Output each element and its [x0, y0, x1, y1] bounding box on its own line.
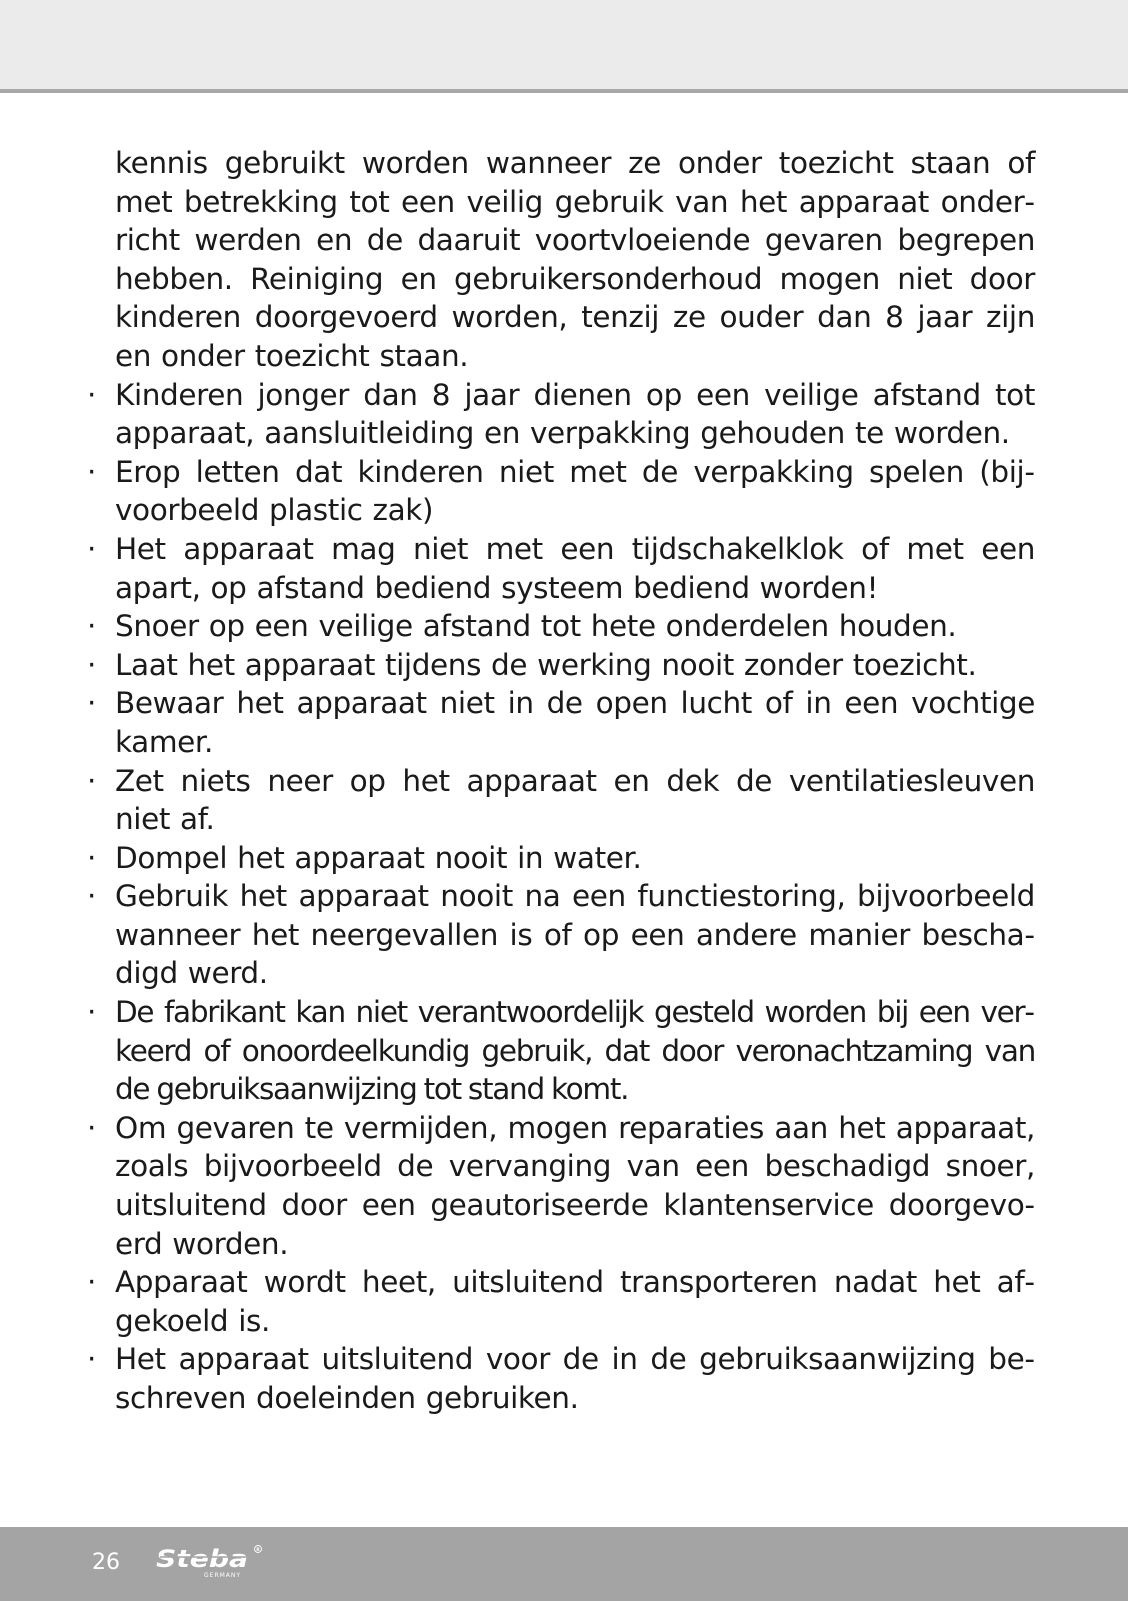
list-item: [85, 993, 1035, 1109]
list-item: [85, 877, 1035, 993]
bullet-marker: ·: [87, 1342, 97, 1377]
list-item-text: Zet niets neer op het apparaat en dek de ventilatiesleuven niet af.: [115, 763, 1035, 837]
list-item-text: Het apparaat uitsluitend voor de in de gebruiksaanwijzing beschreven doeleinden gebruiken.: [115, 1342, 1035, 1415]
list-item: [85, 839, 1035, 878]
header-band: [0, 0, 1128, 93]
footer-band: [0, 1527, 1128, 1601]
list-item: [85, 646, 1035, 685]
bullet-marker: ·: [87, 609, 97, 644]
bullet-marker: ·: [87, 763, 97, 798]
list-item-text: Gebruik het apparaat nooit na een functiestoring, bijvoorbeeld wanneer het neergevallen is of op een andere manier beschadigd werd.: [115, 879, 1035, 991]
bullet-marker: ·: [87, 647, 97, 682]
list-item: [85, 684, 1035, 761]
list-item: [85, 1263, 1035, 1340]
list-item: [85, 607, 1035, 646]
bullet-marker: ·: [87, 531, 97, 566]
list-item: [85, 1109, 1035, 1263]
bullet-marker: ·: [87, 1265, 97, 1300]
list-item-text: Dompel het apparaat nooit in water.: [115, 840, 642, 875]
list-item-text: Bewaar het apparaat niet in de open lucht of in een vochtige kamer.: [115, 686, 1035, 759]
list-item-text: Apparaat wordt heet, uitsluitend transporteren nadat het afgekoeld is.: [115, 1265, 1035, 1338]
brand-wordmark: Steba: [156, 1545, 248, 1573]
bullet-marker: ·: [87, 840, 97, 875]
list-item-text: Erop letten dat kinderen niet met de verpakking spelen (bijvoorbeeld plastic zak): [115, 454, 1035, 528]
list-item-text: Snoer op een veilige afstand tot hete onderdelen houden.: [115, 609, 957, 644]
page-number: 26: [92, 1550, 120, 1575]
list-item-text: Laat het apparaat tijdens de werking nooit zonder toezicht.: [115, 647, 977, 682]
bullet-marker: ·: [87, 1110, 97, 1145]
steba-logo: [154, 1541, 270, 1581]
bullet-marker: ·: [87, 377, 97, 412]
bullet-marker: ·: [87, 686, 97, 721]
registered-letter: R: [256, 1548, 260, 1553]
list-item-text: De fabrikant kan niet verantwoordelijk gesteld worden bij een verkeerd of onoordeelkundig gebruik, dat door veronachtzaming van de gebruiksaanwijzing tot stand komt.: [115, 995, 1035, 1107]
list-item-text: Kinderen jonger dan 8 jaar dienen op een veilige afstand tot apparaat, aansluitleiding en verpakking gehouden te worden.: [115, 377, 1035, 451]
bullet-marker: ·: [87, 995, 97, 1030]
page-content: [85, 144, 1035, 1418]
list-item: [85, 453, 1035, 530]
list-item: [85, 1340, 1035, 1417]
bullet-marker: ·: [87, 879, 97, 914]
brand-subtitle: GERMANY: [204, 1572, 242, 1579]
bullet-marker: ·: [87, 454, 97, 489]
list-item: [85, 762, 1035, 839]
safety-list: [85, 376, 1035, 1418]
list-item: [85, 376, 1035, 453]
list-item-text: Om gevaren te vermijden, mogen reparaties aan het apparaat, zoals bijvoorbeeld de vervanging van een beschadigd snoer, uitsluitend door een geautoriseerde klantenservice doorgevoerd worden.: [115, 1110, 1035, 1261]
list-item-text: Het apparaat mag niet met een tijdschakelklok of met een apart, op afstand bediend systeem bediend worden!: [115, 531, 1035, 605]
list-item: [85, 530, 1035, 607]
intro-paragraph: kennis gebruikt worden wanneer ze onder toezicht staan of met betrekking tot een veilig gebruik van het apparaat onderricht werden en de daaruit voortvloeiende gevaren begrepen hebben. Reiniging en gebruikersonderhoud mogen niet door kinderen doorgevoerd worden, tenzij ze ouder dan 8 jaar zijn en onder toezicht staan.: [115, 146, 1035, 373]
